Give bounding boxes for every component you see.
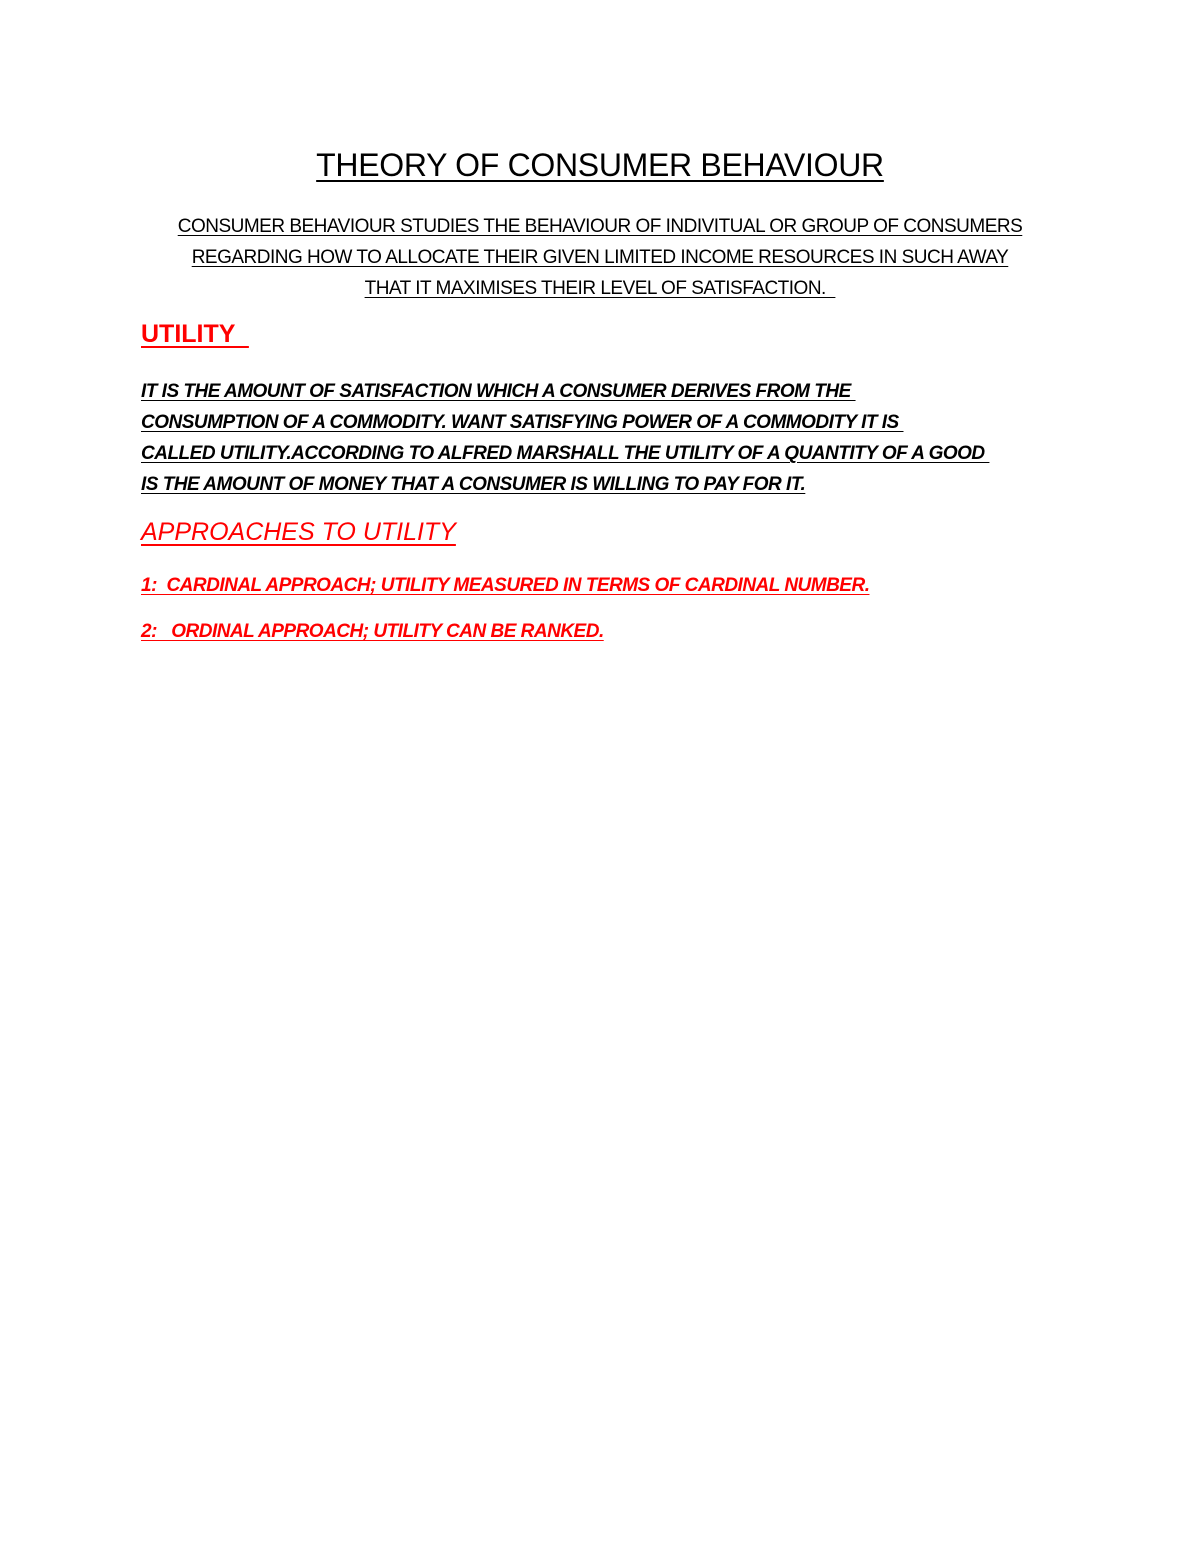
intro-paragraph — [0, 211, 1200, 304]
approach-item-ordinal: 2: ORDINAL APPROACH; UTILITY CAN BE RANKED. — [141, 621, 604, 642]
document-title: THEORY OF CONSUMER BEHAVIOUR — [316, 147, 884, 183]
definition-line: CALLED UTILITY.ACCORDING TO ALFRED MARSHALL THE UTILITY OF A QUANTITY OF A GOOD — [141, 443, 990, 464]
intro-line: CONSUMER BEHAVIOUR STUDIES THE BEHAVIOUR OF INDIVITUAL OR GROUP OF CONSUMERS — [177, 216, 1023, 237]
definition-line: IT IS THE AMOUNT OF SATISFACTION WHICH A CONSUMER DERIVES FROM THE — [141, 381, 856, 402]
intro-line: THAT IT MAXIMISES THEIR LEVEL OF SATISFACTION. — [364, 278, 836, 299]
utility-definition — [141, 376, 989, 500]
utility-heading: UTILITY — [141, 320, 249, 348]
definition-line: IS THE AMOUNT OF MONEY THAT A CONSUMER IS WILLING TO PAY FOR IT. — [141, 474, 806, 495]
approaches-heading: APPROACHES TO UTILITY — [141, 518, 456, 546]
intro-line: REGARDING HOW TO ALLOCATE THEIR GIVEN LIMITED INCOME RESOURCES IN SUCH AWAY — [191, 247, 1009, 268]
approach-item-cardinal: 1: CARDINAL APPROACH; UTILITY MEASURED IN TERMS OF CARDINAL NUMBER. — [141, 575, 870, 596]
definition-line: CONSUMPTION OF A COMMODITY. WANT SATISFYING POWER OF A COMMODITY IT IS — [141, 412, 904, 433]
